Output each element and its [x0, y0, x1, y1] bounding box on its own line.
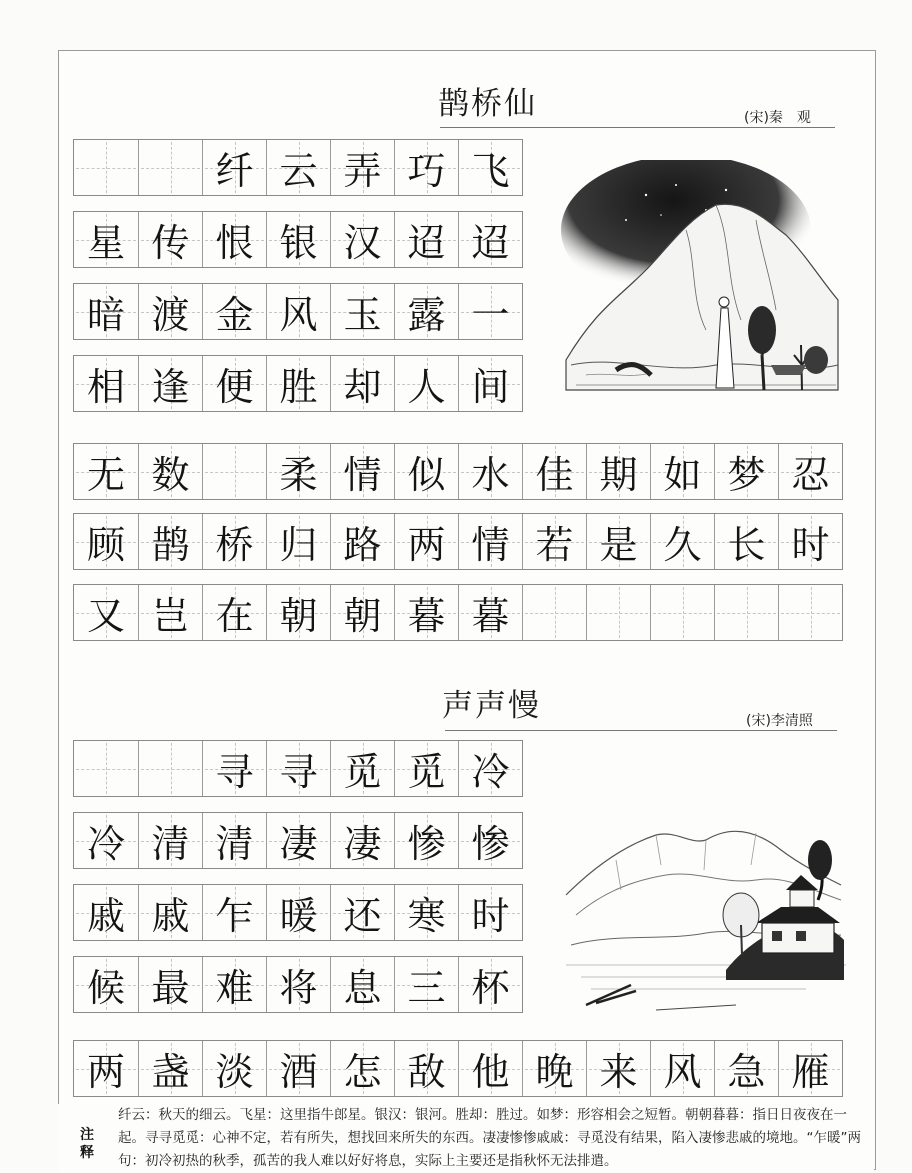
- grid-character: 朝: [343, 594, 382, 638]
- grid-cell: [138, 585, 202, 640]
- grid-cell: [266, 514, 330, 569]
- grid-cell: [522, 514, 586, 569]
- grid-character: 人: [407, 365, 446, 409]
- grid-character: 迢: [471, 221, 510, 265]
- poem2-title: 声声慢: [442, 688, 541, 724]
- grid-character: 银: [279, 221, 318, 265]
- grid-character: 杯: [471, 966, 510, 1010]
- grid-cell: [138, 284, 202, 339]
- grid-cell: [650, 585, 714, 640]
- grid-cell: [330, 140, 394, 195]
- grid-cell: [202, 585, 266, 640]
- grid-character: 冷: [86, 822, 125, 866]
- grid-character: 敌: [407, 1050, 446, 1094]
- grid-cell: [266, 212, 330, 267]
- grid-character: 金: [215, 293, 254, 337]
- grid-cell: [330, 885, 394, 940]
- grid-cell: [458, 1041, 522, 1096]
- grid-character: 传: [151, 221, 190, 265]
- grid-cell: [778, 444, 842, 499]
- grid-cell: [138, 212, 202, 267]
- grid-cell: [522, 585, 586, 640]
- grid-cell: [202, 885, 266, 940]
- grid-character: 佳: [535, 453, 574, 497]
- grid-cell: [330, 284, 394, 339]
- grid-cell: [586, 585, 650, 640]
- grid-character: 暗: [86, 293, 125, 337]
- grid-character: 冷: [471, 750, 510, 794]
- grid-character: 清: [215, 822, 254, 866]
- grid-cell: [458, 140, 522, 195]
- grid-character: 来: [599, 1050, 638, 1094]
- notes-body: 纤云：秋天的细云。飞星：这里指牛郎星。银汉：银河。胜却：胜过。如梦：形容相会之短暂。朝朝暮暮：指日日夜夜在一起。寻寻觅觅：心神不定，若有所失，想找回来所失的东西。凄凄惨惨戚戚：寻觅没有结果，陷入凄惨悲戚的境地。“乍暖”两句：初冷初热的秋季，孤苦的我人难以好好将息，实际上主要还是指秋怀无法排遣。: [118, 1107, 861, 1169]
- poem1-title: 鹊桥仙: [438, 86, 537, 122]
- grid-character: 鹊: [151, 523, 190, 567]
- grid-cell: [330, 1041, 394, 1096]
- grid-cell: [266, 444, 330, 499]
- annotation-notes: [58, 1104, 874, 1172]
- poem1-row-4: [73, 355, 523, 412]
- grid-character: 归: [279, 523, 318, 567]
- grid-cell: [266, 957, 330, 1012]
- bleed-through-text: [90, 70, 630, 119]
- grid-character: 星: [86, 221, 125, 265]
- grid-character: 无: [86, 453, 125, 497]
- grid-character: 云: [279, 149, 318, 193]
- grid-cell: [458, 813, 522, 868]
- grid-cell: [266, 284, 330, 339]
- grid-cell: [650, 1041, 714, 1096]
- grid-character: 间: [471, 365, 510, 409]
- grid-character: 雁: [791, 1050, 830, 1094]
- grid-cell: [394, 514, 458, 569]
- grid-character: 露: [407, 293, 446, 337]
- grid-cell: [458, 585, 522, 640]
- grid-character: 久: [663, 523, 702, 567]
- grid-character: 似: [407, 453, 446, 497]
- grid-cell: [138, 1041, 202, 1096]
- grid-cell: [330, 585, 394, 640]
- poem1-row-6: [73, 513, 843, 570]
- grid-cell: [650, 444, 714, 499]
- grid-character: 暖: [279, 894, 318, 938]
- grid-cell: [202, 356, 266, 411]
- grid-character: 晚: [535, 1050, 574, 1094]
- grid-cell: [266, 1041, 330, 1096]
- grid-character: 寻: [215, 750, 254, 794]
- grid-cell: [330, 741, 394, 796]
- grid-cell: [138, 356, 202, 411]
- grid-character: 凄: [343, 822, 382, 866]
- grid-cell: [266, 140, 330, 195]
- grid-cell: [202, 813, 266, 868]
- grid-cell: [74, 957, 138, 1012]
- poem1-row-2: [73, 211, 523, 268]
- grid-character: 是: [599, 523, 638, 567]
- grid-character: 觅: [407, 750, 446, 794]
- grid-character: 情: [343, 453, 382, 497]
- grid-cell: [714, 514, 778, 569]
- grid-cell: [586, 444, 650, 499]
- grid-cell: [74, 741, 138, 796]
- grid-character: 难: [215, 966, 254, 1010]
- grid-cell: [714, 444, 778, 499]
- grid-character: 梦: [727, 453, 766, 497]
- grid-character: 长: [727, 523, 766, 567]
- grid-character: 候: [86, 966, 125, 1010]
- poem2-title-rule: [445, 730, 837, 731]
- grid-cell: [202, 514, 266, 569]
- grid-character: 惨: [407, 822, 446, 866]
- grid-character: 路: [343, 523, 382, 567]
- grid-character: 岂: [151, 594, 190, 638]
- grid-cell: [266, 356, 330, 411]
- grid-character: 一: [471, 293, 510, 337]
- grid-cell: [202, 741, 266, 796]
- grid-character: 最: [151, 966, 190, 1010]
- grid-cell: [778, 1041, 842, 1096]
- grid-cell: [458, 741, 522, 796]
- grid-character: 纤: [215, 149, 254, 193]
- grid-character: 便: [215, 365, 254, 409]
- grid-cell: [202, 212, 266, 267]
- grid-cell: [458, 356, 522, 411]
- grid-cell: [74, 585, 138, 640]
- grid-character: 惨: [471, 822, 510, 866]
- grid-cell: [586, 514, 650, 569]
- poem2-author: (宋)李清照: [746, 713, 813, 729]
- grid-cell: [202, 957, 266, 1012]
- grid-cell: [138, 813, 202, 868]
- grid-character: 若: [535, 523, 574, 567]
- grid-character: 息: [343, 966, 382, 1010]
- poem1-row-7: [73, 584, 843, 641]
- grid-cell: [202, 284, 266, 339]
- grid-character: 酒: [279, 1050, 318, 1094]
- grid-character: 还: [343, 894, 382, 938]
- grid-character: 顾: [86, 523, 125, 567]
- grid-character: 柔: [279, 453, 318, 497]
- grid-cell: [74, 885, 138, 940]
- grid-cell: [138, 140, 202, 195]
- grid-character: 风: [279, 293, 318, 337]
- grid-cell: [394, 212, 458, 267]
- grid-character: 乍: [215, 894, 254, 938]
- grid-cell: [522, 444, 586, 499]
- landscape-illustration-night: [556, 160, 846, 422]
- grid-cell: [138, 957, 202, 1012]
- grid-cell: [74, 284, 138, 339]
- grid-character: 汉: [343, 221, 382, 265]
- grid-character: 逢: [151, 365, 190, 409]
- grid-character: 时: [791, 523, 830, 567]
- grid-character: 戚: [151, 894, 190, 938]
- poem1-row-3: [73, 283, 523, 340]
- grid-character: 却: [343, 365, 382, 409]
- poem1-author: (宋)秦 观: [744, 110, 811, 126]
- poem1-row-1: [73, 139, 523, 196]
- grid-character: 迢: [407, 221, 446, 265]
- grid-cell: [458, 284, 522, 339]
- grid-cell: [74, 813, 138, 868]
- grid-cell: [394, 284, 458, 339]
- grid-cell: [458, 957, 522, 1012]
- grid-character: 如: [663, 453, 702, 497]
- grid-cell: [778, 514, 842, 569]
- grid-cell: [330, 813, 394, 868]
- grid-cell: [74, 356, 138, 411]
- grid-character: 凄: [279, 822, 318, 866]
- grid-cell: [330, 514, 394, 569]
- grid-cell: [394, 957, 458, 1012]
- grid-cell: [202, 140, 266, 195]
- grid-character: 暮: [407, 594, 446, 638]
- grid-character: 相: [86, 365, 125, 409]
- grid-cell: [74, 1041, 138, 1096]
- grid-character: 盏: [151, 1050, 190, 1094]
- grid-cell: [394, 444, 458, 499]
- grid-character: 淡: [215, 1050, 254, 1094]
- grid-cell: [330, 212, 394, 267]
- grid-character: 寒: [407, 894, 446, 938]
- grid-character: 急: [727, 1050, 766, 1094]
- notes-label: 注释: [80, 1127, 94, 1161]
- grid-character: 两: [86, 1050, 125, 1094]
- grid-cell: [266, 585, 330, 640]
- grid-character: 寻: [279, 750, 318, 794]
- grid-character: 胜: [279, 365, 318, 409]
- poem2-row-3: [73, 884, 523, 941]
- grid-cell: [586, 1041, 650, 1096]
- landscape-illustration-house: [556, 805, 846, 1030]
- poem1-title-rule: [440, 127, 835, 128]
- grid-character: 弄: [343, 149, 382, 193]
- grid-character: 戚: [86, 894, 125, 938]
- grid-cell: [778, 585, 842, 640]
- grid-cell: [394, 356, 458, 411]
- grid-character: 飞: [471, 149, 510, 193]
- grid-cell: [74, 514, 138, 569]
- grid-cell: [650, 514, 714, 569]
- grid-character: 觅: [343, 750, 382, 794]
- grid-cell: [330, 444, 394, 499]
- grid-cell: [266, 813, 330, 868]
- grid-cell: [138, 885, 202, 940]
- grid-cell: [330, 957, 394, 1012]
- grid-cell: [266, 885, 330, 940]
- grid-cell: [394, 585, 458, 640]
- grid-cell: [74, 212, 138, 267]
- grid-character: 将: [279, 966, 318, 1010]
- grid-character: 风: [663, 1050, 702, 1094]
- grid-character: 朝: [279, 594, 318, 638]
- grid-character: 期: [599, 453, 638, 497]
- grid-cell: [74, 140, 138, 195]
- grid-character: 暮: [471, 594, 510, 638]
- grid-cell: [714, 585, 778, 640]
- poem2-row-5: [73, 1040, 843, 1097]
- grid-character: 数: [151, 453, 190, 497]
- grid-cell: [394, 140, 458, 195]
- grid-cell: [330, 356, 394, 411]
- grid-character: 渡: [151, 293, 190, 337]
- grid-cell: [458, 212, 522, 267]
- grid-character: 两: [407, 523, 446, 567]
- grid-character: 玉: [343, 293, 382, 337]
- grid-character: 三: [407, 966, 446, 1010]
- grid-character: 恨: [215, 221, 254, 265]
- poem2-row-4: [73, 956, 523, 1013]
- grid-cell: [138, 444, 202, 499]
- grid-character: 他: [471, 1050, 510, 1094]
- grid-character: 清: [151, 822, 190, 866]
- grid-character: 巧: [407, 149, 446, 193]
- grid-character: 时: [471, 894, 510, 938]
- grid-character: 情: [471, 523, 510, 567]
- grid-character: 怎: [343, 1050, 382, 1094]
- grid-cell: [394, 813, 458, 868]
- grid-cell: [266, 741, 330, 796]
- grid-cell: [714, 1041, 778, 1096]
- grid-character: 桥: [215, 523, 254, 567]
- grid-character: 忍: [791, 453, 830, 497]
- grid-cell: [458, 885, 522, 940]
- grid-cell: [202, 444, 266, 499]
- grid-cell: [138, 741, 202, 796]
- poem2-row-1: [73, 740, 523, 797]
- grid-cell: [202, 1041, 266, 1096]
- grid-cell: [458, 444, 522, 499]
- grid-character: 又: [86, 594, 125, 638]
- grid-cell: [138, 514, 202, 569]
- grid-cell: [522, 1041, 586, 1096]
- grid-character: 在: [215, 594, 254, 638]
- poem2-row-2: [73, 812, 523, 869]
- grid-cell: [394, 1041, 458, 1096]
- grid-cell: [74, 444, 138, 499]
- poem1-row-5: [73, 443, 843, 500]
- grid-cell: [458, 514, 522, 569]
- grid-character: 水: [471, 453, 510, 497]
- grid-cell: [394, 885, 458, 940]
- grid-cell: [394, 741, 458, 796]
